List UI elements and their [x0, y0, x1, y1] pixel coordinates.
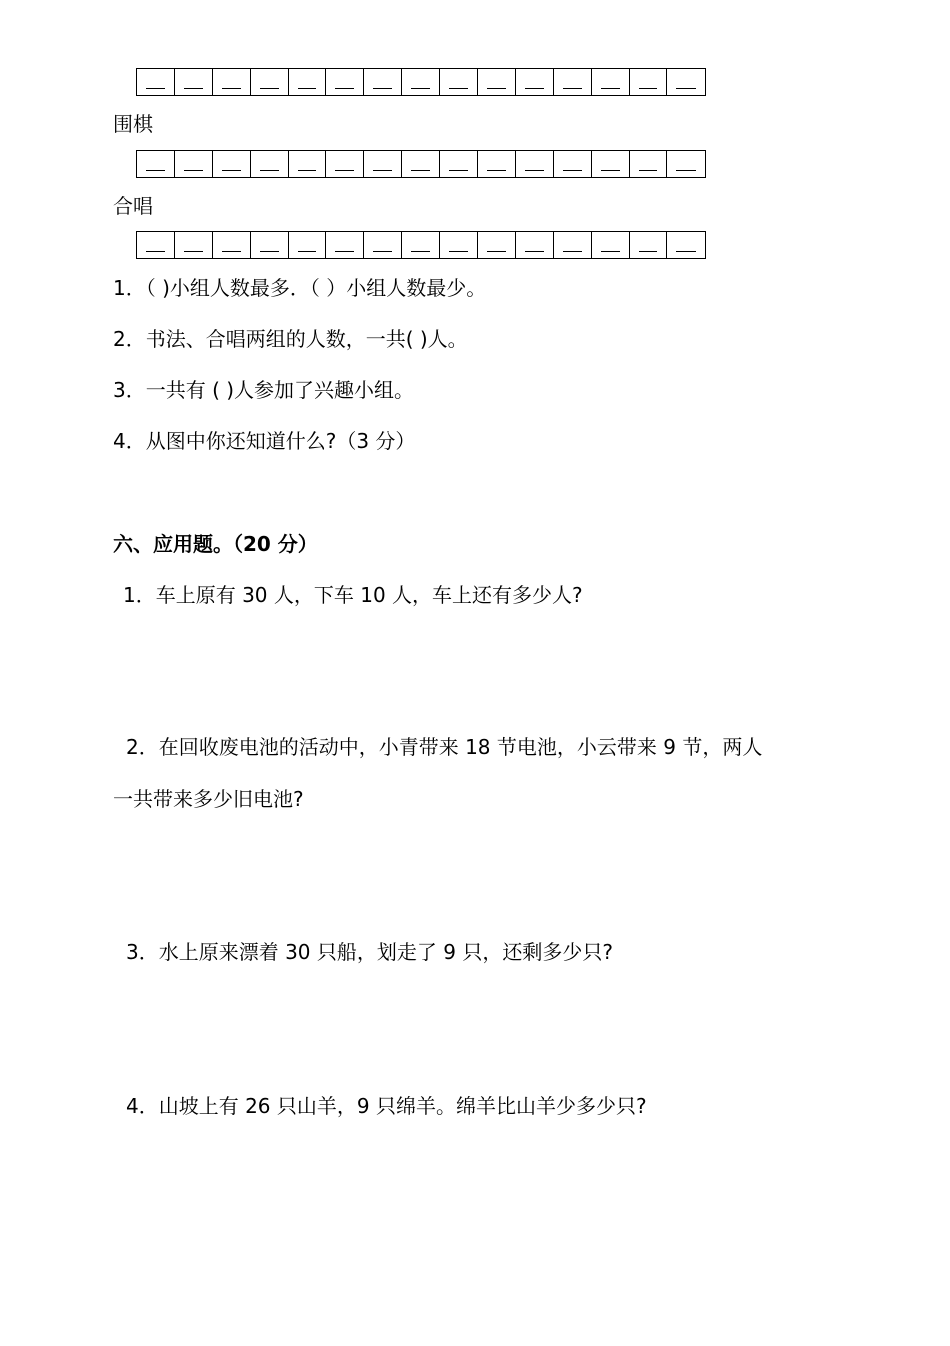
row-label-weiqi: 围棋	[113, 112, 153, 136]
fill-question-2: 2．书法、合唱两组的人数，一共( )人。	[113, 327, 468, 351]
problem-2-continued: 一共带来多少旧电池?	[113, 787, 304, 811]
problem-1: 1．车上原有 30 人，下车 10 人，车上还有多少人?	[123, 583, 583, 607]
fill-question-1: 1．（ )小组人数最多．（ ）小组人数最少。	[113, 276, 487, 300]
section-heading: 六、应用题。（20 分）	[113, 532, 318, 556]
problem-3: 3．水上原来漂着 30 只船，划走了 9 只，还剩多少只?	[126, 940, 613, 964]
row-label-hechang: 合唱	[113, 194, 153, 218]
fill-question-4: 4．从图中你还知道什么?（3 分）	[113, 429, 416, 453]
tally-grid-row-weiqi	[136, 150, 706, 178]
tally-grid-row-1	[136, 68, 706, 96]
fill-question-3: 3．一共有 ( )人参加了兴趣小组。	[113, 378, 415, 402]
problem-2: 2．在回收废电池的活动中，小青带来 18 节电池，小云带来 9 节，两人	[126, 735, 763, 759]
problem-4: 4．山坡上有 26 只山羊，9 只绵羊。绵羊比山羊少多少只?	[126, 1094, 647, 1118]
tally-grid-row-hechang	[136, 231, 706, 259]
